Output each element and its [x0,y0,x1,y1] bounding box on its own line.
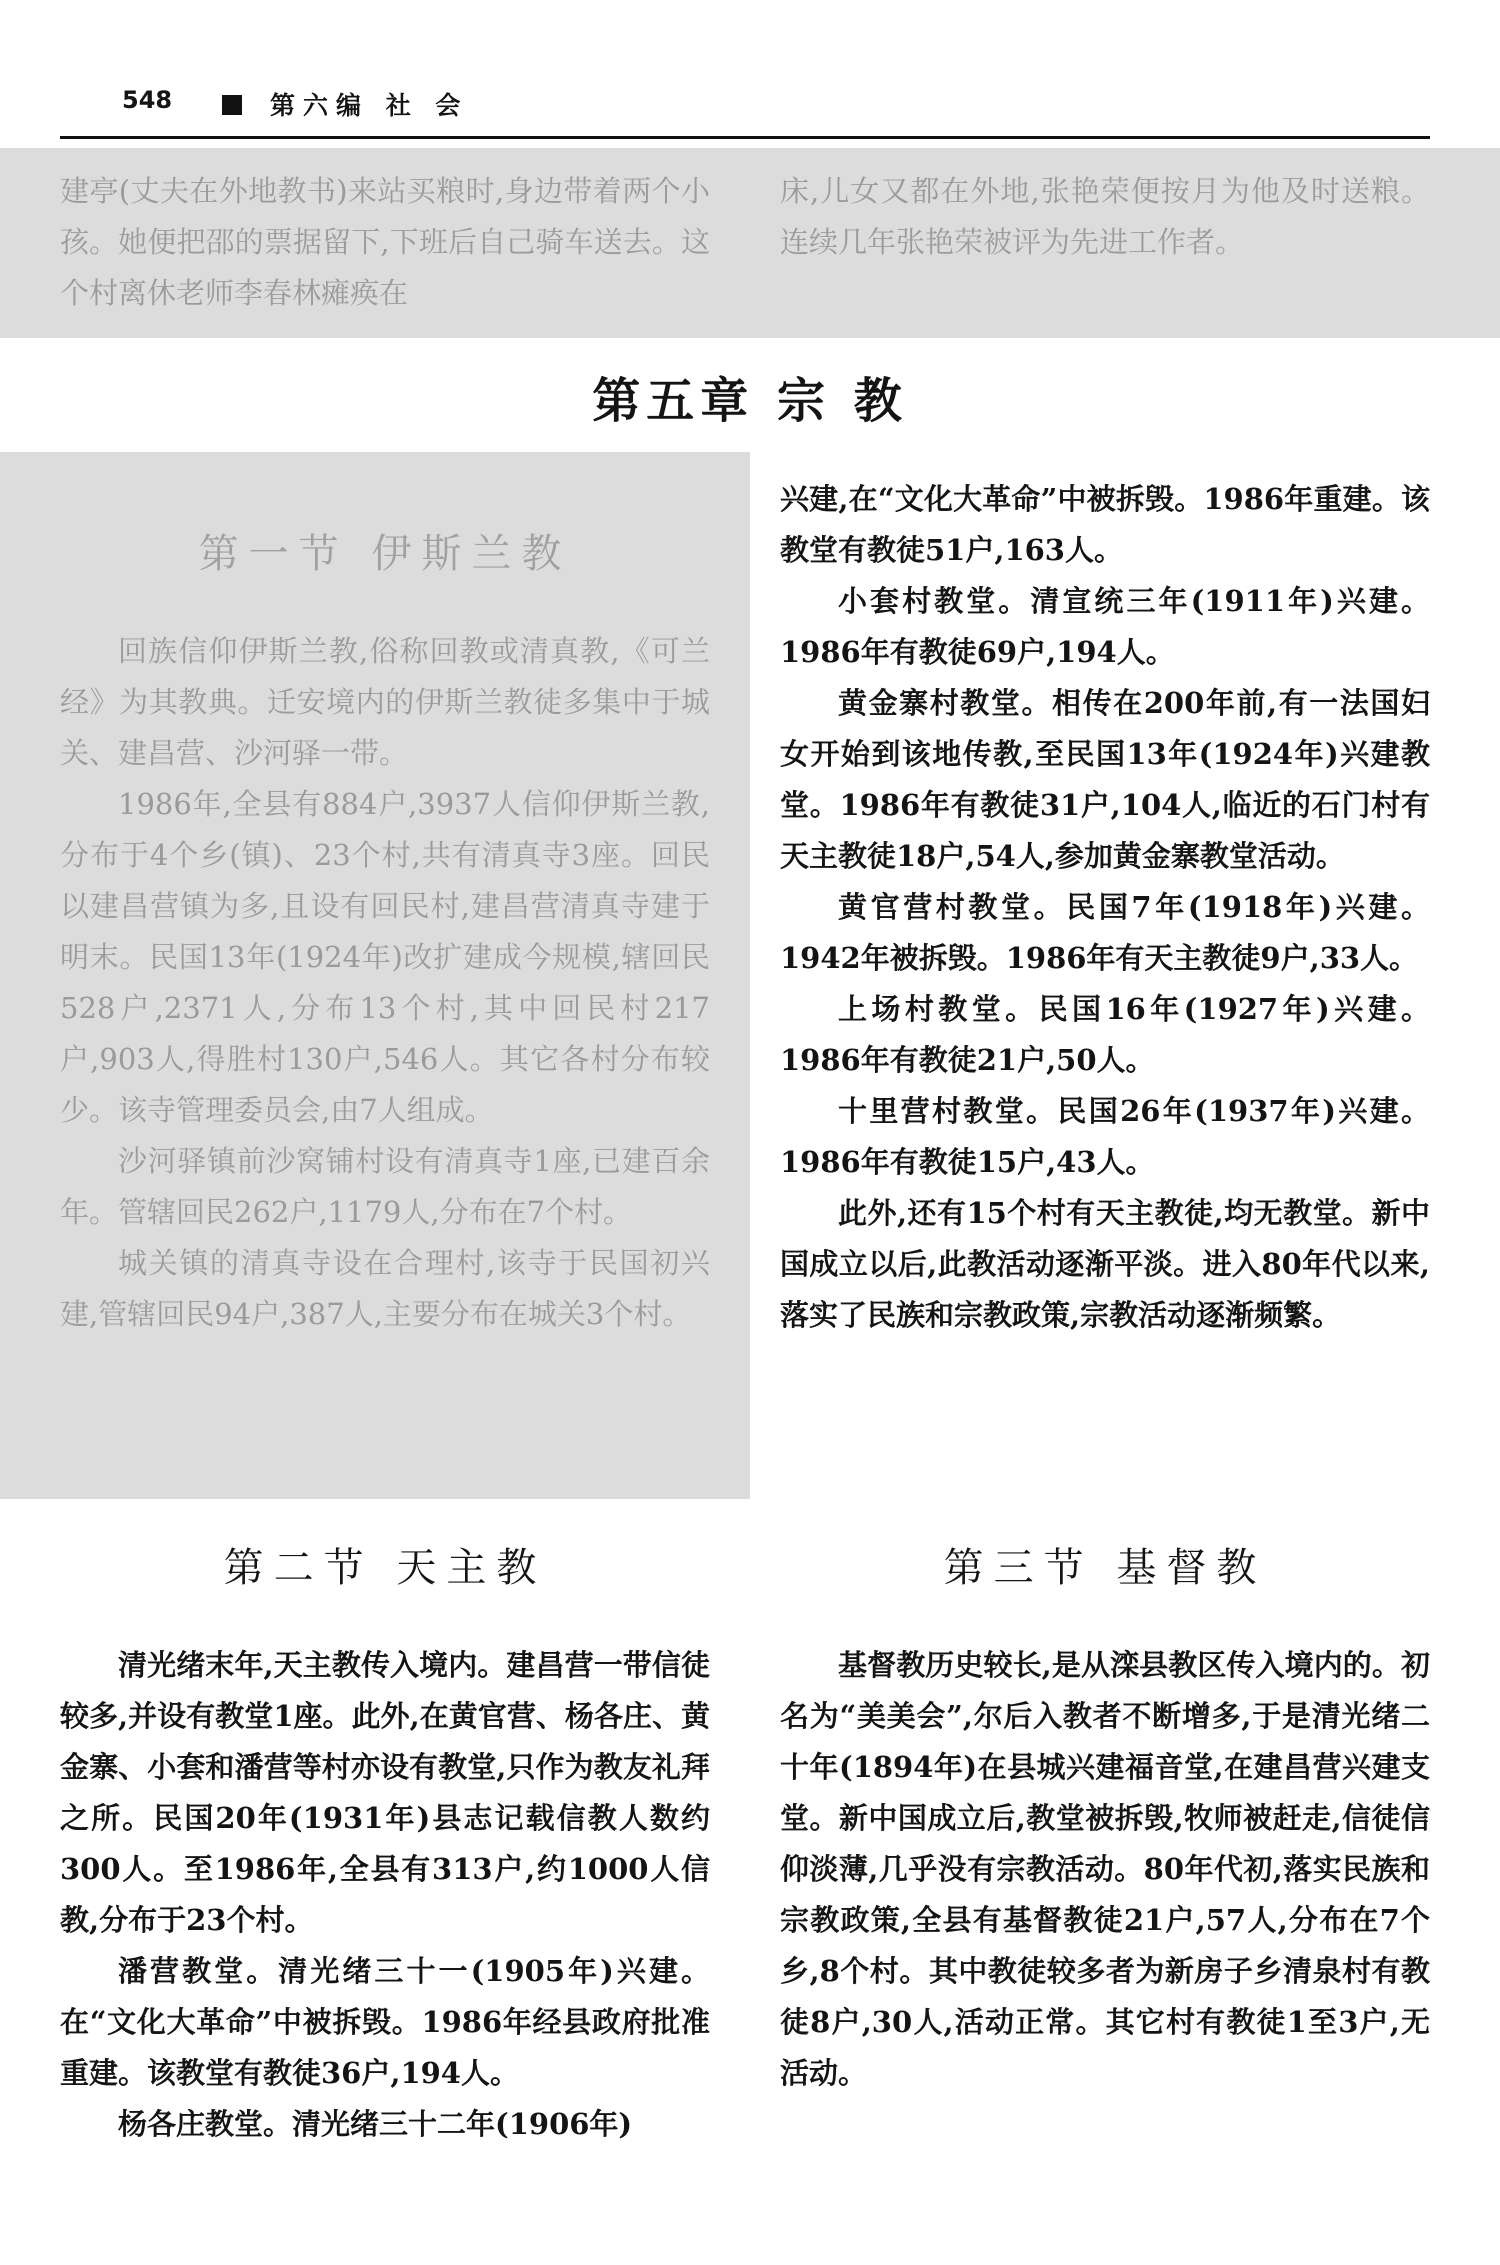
catholic-continued-column [780,474,1430,1341]
paragraph: 此外,还有15个村有天主教徒,均无教堂。新中国成立以后,此教活动逐渐平淡。进入80年代以来,落实了民族和宗教政策,宗教活动逐渐频繁。 [780,1196,1430,1332]
running-header-title: 第六编 社 会 [270,91,469,120]
paragraph: 1986年,全县有884户,3937人信仰伊斯兰教,分布于4个乡(镇)、23个村,共有清真寺3座。回民以建昌营镇为多,且设有回民村,建昌营清真寺建于明末。民国13年(1924年)改扩建成今规模,辖回民528户,2371人,分布13个村,其中回民村217户,903人,得胜村130户,546人。其它各村分布较少。该寺管理委员会,由7人组成。 [60,787,710,1127]
paragraph: 沙河驿镇前沙窝铺村设有清真寺1座,已建百余年。管辖回民262户,1179人,分布在7个村。 [60,1144,710,1229]
continuation-right-column [780,166,1430,268]
continuation-left-text: 建亭(丈夫在外地教书)来站买粮时,身边带着两个小孩。她便把邵的票据留下,下班后自己骑车送去。这个村离休老师李春林瘫痪在 [60,174,710,310]
section-title-islam: 第一节 伊斯兰教 [198,531,572,577]
paragraph: 潘营教堂。清光绪三十一(1905年)兴建。在“文化大革命”中被拆毁。1986年经县政府批准重建。该教堂有教徒36户,194人。 [60,1954,710,2090]
paragraph: 基督教历史较长,是从滦县教区传入境内的。初名为“美美会”,尔后入教者不断增多,于是清光绪二十年(1894年)在县城兴建福音堂,在建昌营兴建支堂。新中国成立后,教堂被拆毁,牧师被赶走,信徒信仰淡薄,几乎没有宗教活动。80年代初,落实民族和宗教政策,全县有基督教徒21户,57人,分布在7个乡,8个村。其中教徒较多者为新房子乡清泉村有教徒8户,30人,活动正常。其它村有教徒1至3户,无活动。 [780,1648,1430,2090]
section-title-catholicism: 第二节 天主教 [223,1545,547,1591]
islam-section-body [60,626,710,1340]
continuation-right-text: 床,儿女又都在外地,张艳荣便按月为他及时送粮。连续几年张艳荣被评为先进工作者。 [780,174,1430,259]
chapter-title: 第五章 宗 教 [592,373,908,429]
paragraph: 十里营村教堂。民国26年(1937年)兴建。1986年有教徒15户,43人。 [780,1094,1430,1179]
paragraph: 黄官营村教堂。民国7年(1918年)兴建。1942年被拆毁。1986年有天主教徒9户,33人。 [780,890,1430,975]
section-title-christianity: 第三节 基督教 [943,1545,1267,1591]
paragraph: 黄金寨村教堂。相传在200年前,有一法国妇女开始到该地传教,至民国13年(1924年)兴建教堂。1986年有教徒31户,104人,临近的石门村有天主教徒18户,54人,参加黄金寨教堂活动。 [780,686,1430,873]
paragraph: 回族信仰伊斯兰教,俗称回教或清真教,《可兰经》为其教典。迁安境内的伊斯兰教徒多集中于城关、建昌营、沙河驿一带。 [60,634,710,770]
continuation-left-column [60,166,710,319]
header-rule [60,136,1430,139]
paragraph: 兴建,在“文化大革命”中被拆毁。1986年重建。该教堂有教徒51户,163人。 [780,482,1430,567]
paragraph: 上场村教堂。民国16年(1927年)兴建。1986年有教徒21户,50人。 [780,992,1430,1077]
christianity-section-body [780,1640,1430,2099]
catholic-section-body [60,1640,710,2150]
paragraph: 城关镇的清真寺设在合理村,该寺于民国初兴建,管辖回民94户,387人,主要分布在城关3个村。 [60,1246,710,1331]
page-header [60,84,1430,124]
paragraph: 杨各庄教堂。清光绪三十二年(1906年) [118,2107,633,2141]
page-number: 548 [122,86,173,114]
paragraph: 小套村教堂。清宣统三年(1911年)兴建。1986年有教徒69户,194人。 [780,584,1430,669]
header-square-icon [222,95,242,115]
paragraph: 清光绪末年,天主教传入境内。建昌营一带信徒较多,并设有教堂1座。此外,在黄官营、杨各庄、黄金寨、小套和潘营等村亦设有教堂,只作为教友礼拜之所。民国20年(1931年)县志记载信教人数约300人。至1986年,全县有313户,约1000人信教,分布于23个村。 [60,1648,710,1937]
